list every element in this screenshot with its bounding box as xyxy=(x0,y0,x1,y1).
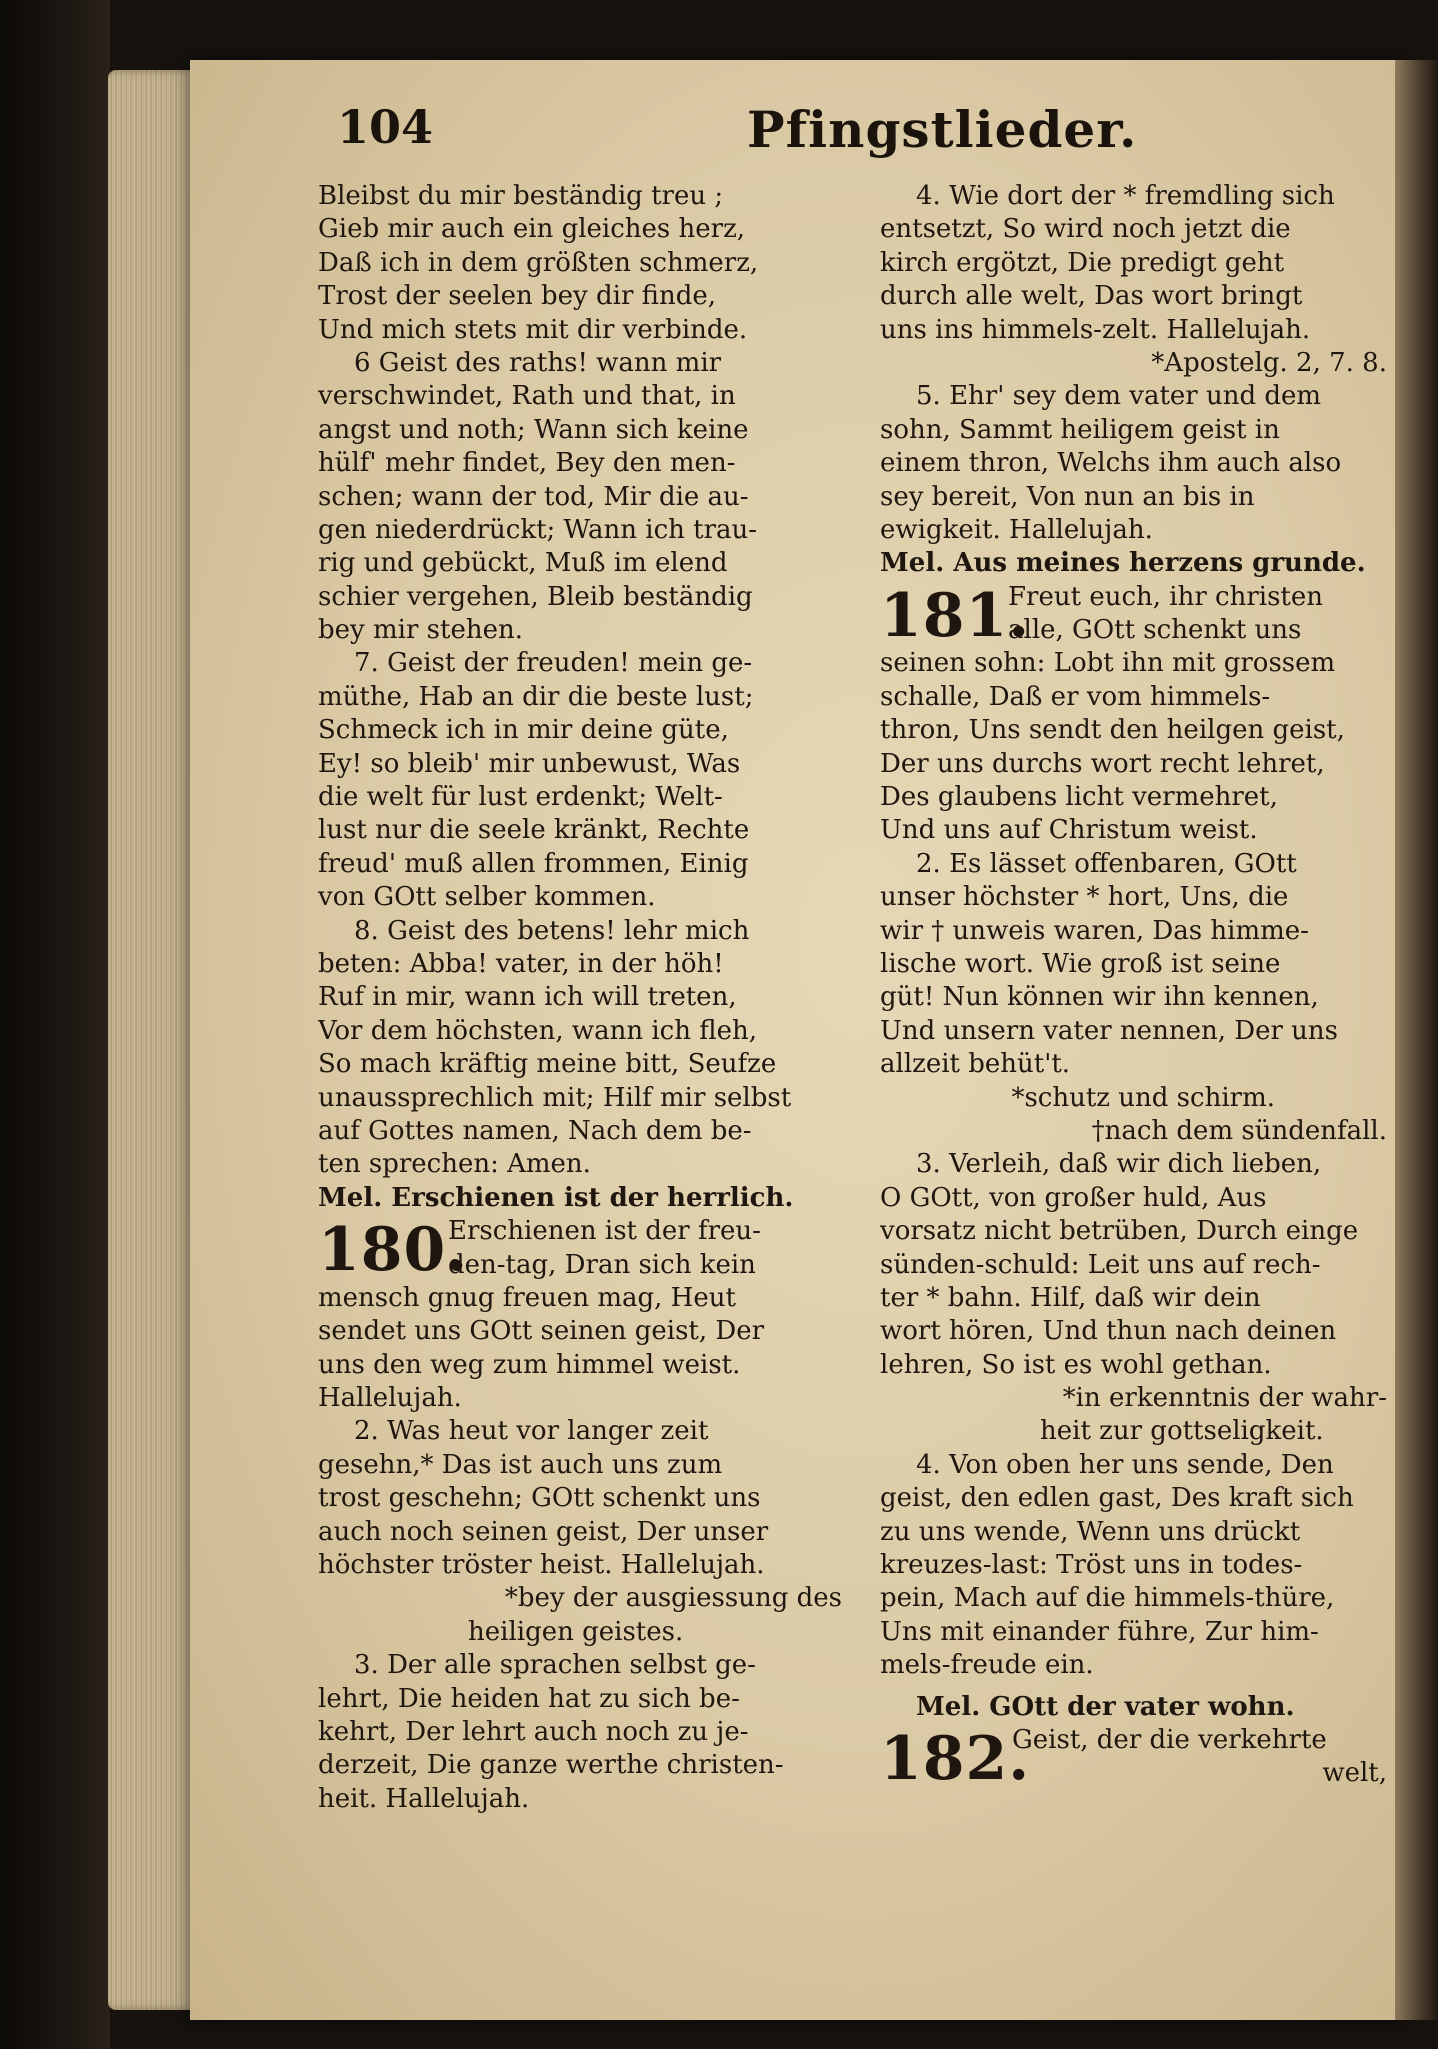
text-line: 2. Was heut vor langer zeit xyxy=(354,1416,709,1447)
footnote-line: *bey der ausgiessung des xyxy=(504,1583,842,1614)
text-line: Des glaubens licht vermehret, xyxy=(880,782,1278,813)
hymn-number: 182. xyxy=(880,1723,1031,1794)
page-edges xyxy=(108,70,203,2010)
text-line: O GOtt, von großer huld, Aus xyxy=(880,1182,1267,1213)
page-gutter xyxy=(1395,60,1438,2020)
left-column xyxy=(318,180,850,1816)
text-line: lehrt, Die heiden hat zu sich be- xyxy=(318,1683,740,1714)
verse-6 xyxy=(318,347,850,648)
text-line: 3. Verleih, daß wir dich lieben, xyxy=(916,1149,1322,1180)
text-line: Bleibst du mir beständig treu ; xyxy=(318,181,724,211)
text-line: gen niederdrückt; Wann ich trau- xyxy=(318,514,758,545)
text-line: pein, Mach auf die himmels-thüre, xyxy=(880,1583,1335,1614)
text-line: beten: Abba! vater, in der höh! xyxy=(318,948,724,979)
text-line: Und unsern vater nennen, Der uns xyxy=(880,1015,1338,1046)
hymn-heading xyxy=(880,580,1395,651)
text-line: welt, xyxy=(1322,1758,1387,1789)
text-line: mensch gnug freuen mag, Heut xyxy=(318,1282,736,1313)
text-line: wort hören, Und thun nach deinen xyxy=(880,1316,1337,1347)
text-line: kirch ergötzt, Die predigt geht xyxy=(880,247,1285,278)
hymn-180 xyxy=(318,1182,850,1816)
text-line: Der uns durchs wort recht lehret, xyxy=(880,748,1325,779)
text-line: verschwindet, Rath und that, in xyxy=(318,381,736,412)
text-line: unser höchster * hort, Uns, die xyxy=(880,882,1289,913)
text-line: ewigkeit. Hallelujah. xyxy=(880,514,1153,545)
right-column xyxy=(880,180,1395,1794)
text-line: die welt für lust erdenkt; Welt- xyxy=(318,782,723,813)
text-line: thron, Uns sendt den heilgen geist, xyxy=(880,715,1345,746)
text-line: unaussprechlich mit; Hilf mir selbst xyxy=(318,1082,792,1113)
text-line: zu uns wende, Wenn uns drückt xyxy=(880,1516,1301,1547)
text-line: ter * bahn. Hilf, daß wir dein xyxy=(880,1282,1261,1313)
text-line: Freut euch, ihr christen xyxy=(1008,581,1324,612)
verse-7 xyxy=(318,647,850,914)
footnote-line: heit zur gottseligkeit. xyxy=(1040,1416,1324,1447)
text-line: müthe, Hab an dir die beste lust; xyxy=(318,681,754,712)
text-line: angst und noth; Wann sich keine xyxy=(318,414,749,445)
text-line: entsetzt, So wird noch jetzt die xyxy=(880,214,1291,245)
text-line: uns ins himmels-zelt. Hallelujah. xyxy=(880,314,1311,345)
text-line: freud' muß allen frommen, Einig xyxy=(318,848,749,879)
text-line: So mach kräftig meine bitt, Seufze xyxy=(318,1049,777,1080)
text-line: bey mir stehen. xyxy=(318,615,523,646)
melody-line: Mel. GOtt der vater wohn. xyxy=(916,1691,1295,1722)
text-line: höchster tröster heist. Hallelujah. xyxy=(318,1550,765,1581)
text-line: Erschienen ist der freu- xyxy=(448,1216,761,1247)
text-line: mels-freude ein. xyxy=(880,1650,1094,1681)
hymn-179-verse-5 xyxy=(880,380,1395,547)
text-line: Daß ich in dem größten schmerz, xyxy=(318,247,759,278)
text-line: sendet uns GOtt seinen geist, Der xyxy=(318,1316,765,1347)
text-line: sey bereit, Von nun an bis in xyxy=(880,481,1255,512)
melody-line: Mel. Aus meines herzens grunde. xyxy=(880,548,1366,579)
text-line: schen; wann der tod, Mir die au- xyxy=(318,481,749,512)
footnote-line: *Apostelg. 2, 7. 8. xyxy=(1151,347,1387,378)
hymn-number: 181. xyxy=(880,580,1031,651)
text-line: lehren, So ist es wohl gethan. xyxy=(880,1349,1272,1380)
melody-line: Mel. Erschienen ist der herrlich. xyxy=(318,1182,794,1213)
text-line: lische wort. Wie groß ist seine xyxy=(880,949,1281,979)
hymn-181 xyxy=(880,547,1395,1682)
text-line: allzeit behüt't. xyxy=(880,1049,1071,1080)
hymn-179-verse-4 xyxy=(880,180,1395,380)
text-line: vorsatz nicht betrüben, Durch einge xyxy=(880,1216,1359,1247)
text-line: Hallelujah. xyxy=(318,1383,462,1414)
footnote-line: †nach dem sündenfall. xyxy=(1091,1115,1387,1146)
text-line: alle, GOtt schenkt uns xyxy=(1008,615,1302,646)
text-line: Geist, der die verkehrte xyxy=(1012,1724,1327,1755)
book-spine xyxy=(0,0,110,2049)
text-line: güt! Nun können wir ihn kennen, xyxy=(880,982,1319,1013)
hymn-number: 180. xyxy=(318,1215,469,1286)
text-line: seinen sohn: Lobt ihn mit grossem xyxy=(880,648,1336,679)
text-line: von GOtt selber kommen. xyxy=(318,882,656,913)
text-line: Ruf in mir, wann ich will treten, xyxy=(318,982,737,1013)
text-line: 7. Geist der freuden! mein ge- xyxy=(354,648,753,679)
text-line: 5. Ehr' sey dem vater und dem xyxy=(916,381,1322,412)
text-line: hülf' mehr findet, Bey den men- xyxy=(318,448,736,479)
text-line: sünden-schuld: Leit uns auf rech- xyxy=(880,1249,1321,1280)
text-line: gesehn,* Das ist auch uns zum xyxy=(318,1449,723,1480)
text-line: Und mich stets mit dir verbinde. xyxy=(318,314,748,345)
text-line: uns den weg zum himmel weist. xyxy=(318,1349,741,1380)
text-line: durch alle welt, Das wort bringt xyxy=(880,281,1303,312)
text-line: 2. Es lässet offenbaren, GOtt xyxy=(916,848,1297,879)
verse-5-continuation xyxy=(318,180,850,347)
text-line: 6 Geist des raths! wann mir xyxy=(354,347,722,378)
text-line: Vor dem höchsten, wann ich fleh, xyxy=(318,1015,757,1046)
text-line: lust nur die seele kränkt, Rechte xyxy=(318,815,750,846)
text-line: schalle, Daß er vom himmels- xyxy=(880,681,1271,712)
text-line: sohn, Sammt heiligem geist in xyxy=(880,414,1280,445)
text-line: rig und gebückt, Muß im elend xyxy=(318,548,728,579)
page-number: 104 xyxy=(337,100,434,154)
text-line: schier vergehen, Bleib beständig xyxy=(318,581,753,612)
footnote-line: heiligen geistes. xyxy=(468,1616,684,1647)
text-line: 3. Der alle sprachen selbst ge- xyxy=(354,1650,756,1681)
text-line: Uns mit einander führe, Zur him- xyxy=(880,1616,1319,1647)
hymn-heading xyxy=(318,1215,850,1286)
text-line: 4. Von oben her uns sende, Den xyxy=(916,1449,1334,1480)
page-header xyxy=(337,100,1397,170)
running-title: Pfingstlieder. xyxy=(747,100,1138,159)
text-line: Ey! so bleib' mir unbewust, Was xyxy=(318,748,741,779)
hymn-182 xyxy=(880,1691,1395,1794)
text-line: Gieb mir auch ein gleiches herz, xyxy=(318,214,746,245)
text-line: geist, den edlen gast, Des kraft sich xyxy=(880,1483,1354,1514)
verse-8 xyxy=(318,915,850,1182)
text-line: den-tag, Dran sich kein xyxy=(448,1249,756,1280)
text-line: auch noch seinen geist, Der unser xyxy=(318,1516,769,1547)
text-line: derzeit, Die ganze werthe christen- xyxy=(318,1750,784,1781)
text-line: Schmeck ich in mir deine güte, xyxy=(318,715,729,746)
text-line: trost geschehn; GOtt schenkt uns xyxy=(318,1483,761,1514)
text-line: Trost der seelen bey dir finde, xyxy=(318,281,717,312)
footnote-line: *in erkenntnis der wahr- xyxy=(1062,1383,1387,1414)
text-line: 4. Wie dort der * fremdling sich xyxy=(916,181,1335,211)
text-line: heit. Hallelujah. xyxy=(318,1783,530,1814)
text-line: 8. Geist des betens! lehr mich xyxy=(354,915,750,946)
footnote-line: *schutz und schirm. xyxy=(1011,1082,1275,1113)
hymn-heading xyxy=(880,1723,1395,1794)
text-line: kreuzes-last: Tröst uns in todes- xyxy=(880,1550,1303,1581)
text-line: wir † unweis waren, Das himme- xyxy=(880,915,1309,946)
text-line: auf Gottes namen, Nach dem be- xyxy=(318,1115,752,1146)
text-line: einem thron, Welchs ihm auch also xyxy=(880,448,1342,479)
text-line: ten sprechen: Amen. xyxy=(318,1149,591,1180)
text-line: kehrt, Der lehrt auch noch zu je- xyxy=(318,1716,749,1747)
text-line: Und uns auf Christum weist. xyxy=(880,815,1258,846)
